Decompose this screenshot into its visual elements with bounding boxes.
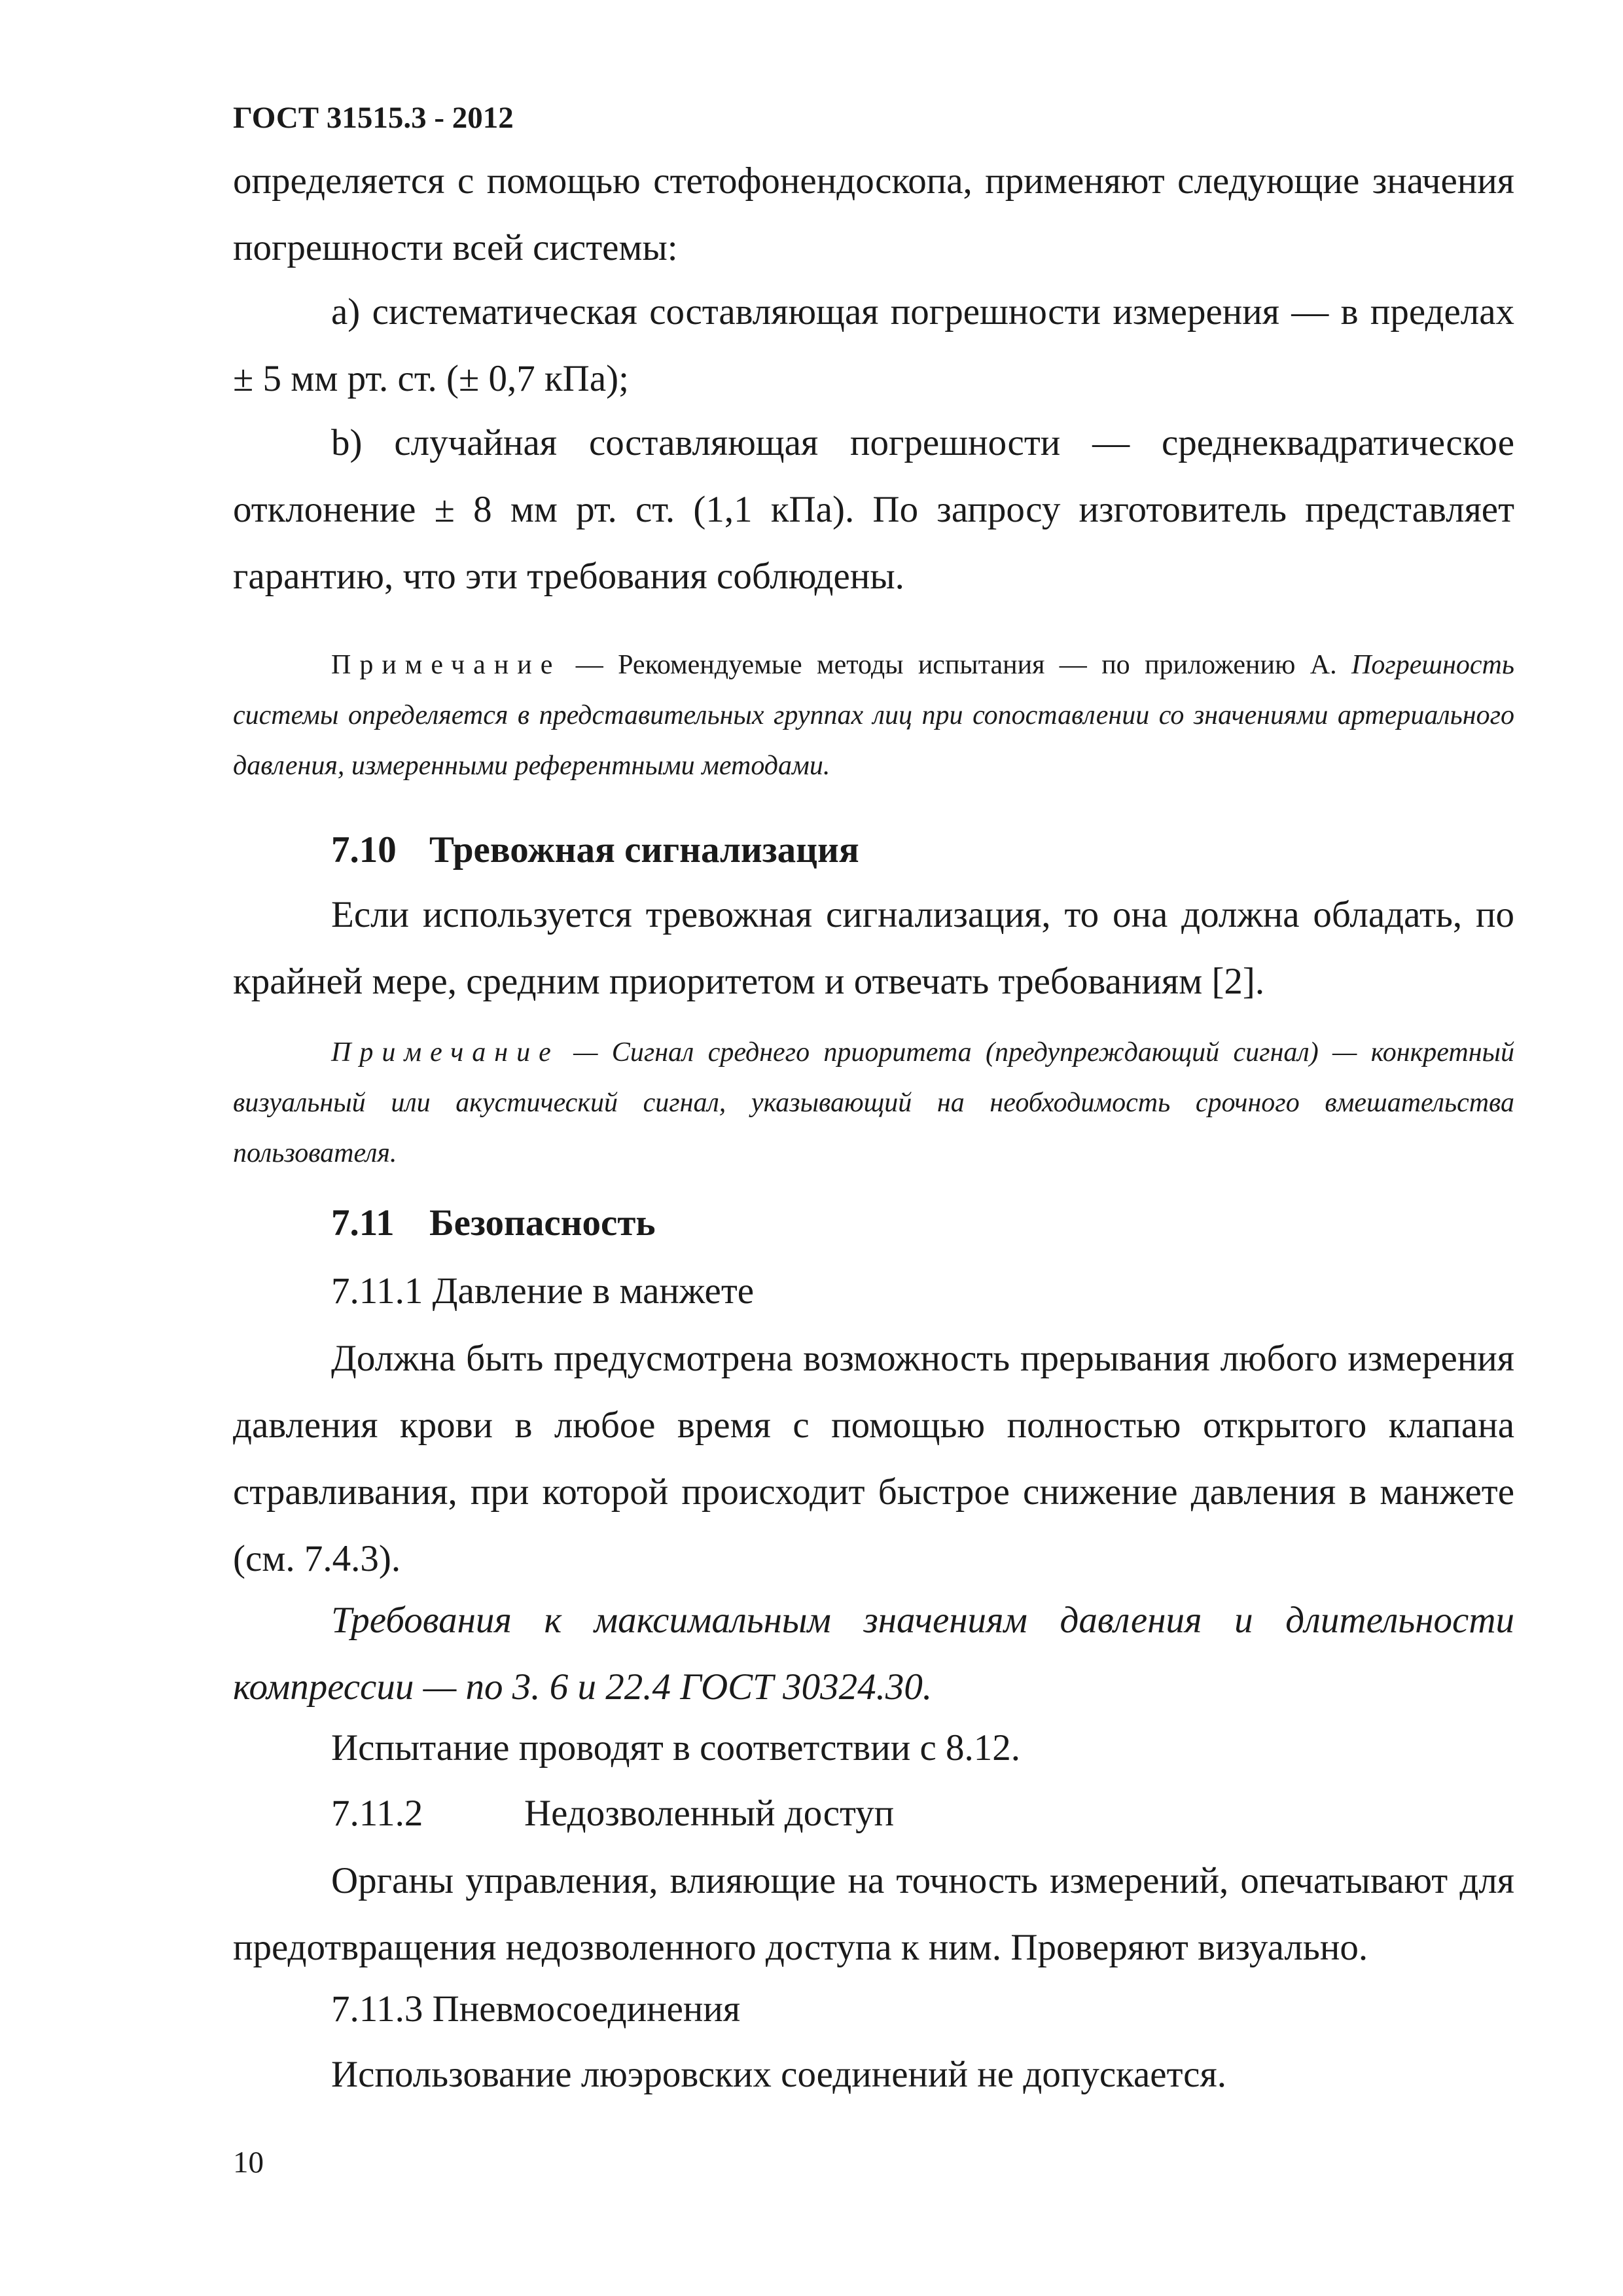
subsection-number: 7.11.2 [331, 1793, 423, 1834]
note-1 [233, 640, 1514, 791]
page-header: ГОСТ 31515.3 - 2012 [233, 101, 514, 135]
paragraph-test-reference: Испытание проводят в соответствии с 8.12. [331, 1727, 1021, 1768]
paragraph-requirements-reference: Требования к максимальным значениям давления и длительности компрессии — по 3. 6 и 22.4 ГОСТ 30324.30. [233, 1600, 1514, 1708]
section-heading-7-11 [331, 1200, 655, 1246]
paragraph-luer-connections: Использование люэровских соединений не допускается. [331, 2054, 1226, 2095]
section-title: Безопасность [429, 1202, 656, 1244]
section-title: Тревожная сигнализация [429, 829, 859, 870]
paragraph-alarm: Если используется тревожная сигнализация, то она должна обладать, по крайней мере, средним приоритетом и отвечать требованиям [2]. [233, 894, 1514, 1002]
note-text: — Сигнал среднего приоритета (предупреждающий сигнал) — конкретный визуальный или акустический сигнал, указывающий на необходимость срочного вмешательства пользователя. [233, 1037, 1514, 1168]
list-item-a: а) систематическая составляющая погрешности измерения — в пределах ± 5 мм рт. ст. (± 0,7 кПа); [233, 291, 1514, 399]
note-text: — Рекомендуемые методы испытания — по приложению А. [561, 650, 1351, 680]
subsection-heading-7-11-3: 7.11.3 Пневмосоединения [331, 1988, 741, 2030]
paragraph-cuff-pressure: Должна быть предусмотрена возможность прерывания любого измерения давления крови в любое время с помощью полностью открытого клапана стравливания, при которой происходит быстрое снижение давления в манжете (см. 7.4.3). [233, 1338, 1514, 1579]
note-2 [233, 1028, 1514, 1179]
note-italic-text: Погрешность системы определяется в представительных группах лиц при сопоставлении со значениями артериального давления, измеренными референтными методами. [233, 650, 1514, 781]
section-number: 7.10 [331, 829, 397, 870]
note-label: Примечание [331, 650, 562, 680]
subsection-heading-7-11-2 [331, 1791, 894, 1837]
section-number: 7.11 [331, 1202, 395, 1244]
subsection-heading-7-11-1: 7.11.1 Давление в манжете [331, 1270, 755, 1312]
section-heading-7-10 [331, 827, 859, 873]
paragraph-intro: определяется с помощью стетофонендоскопа, применяют следующие значения погрешности всей системы: [233, 160, 1514, 268]
note-label: Примечание [331, 1037, 560, 1067]
page-number: 10 [233, 2145, 264, 2179]
list-item-b: b) случайная составляющая погрешности — среднеквадратическое отклонение ± 8 мм рт. ст. (1,1 кПа). По запросу изготовитель представляет гарантию, что эти требования соблюдены. [233, 422, 1514, 597]
subsection-title: Недозволенный доступ [524, 1793, 895, 1834]
paragraph-access: Органы управления, влияющие на точность измерений, опечатывают для предотвращения недозволенного доступа к ним. Проверяют визуально. [233, 1860, 1514, 1968]
